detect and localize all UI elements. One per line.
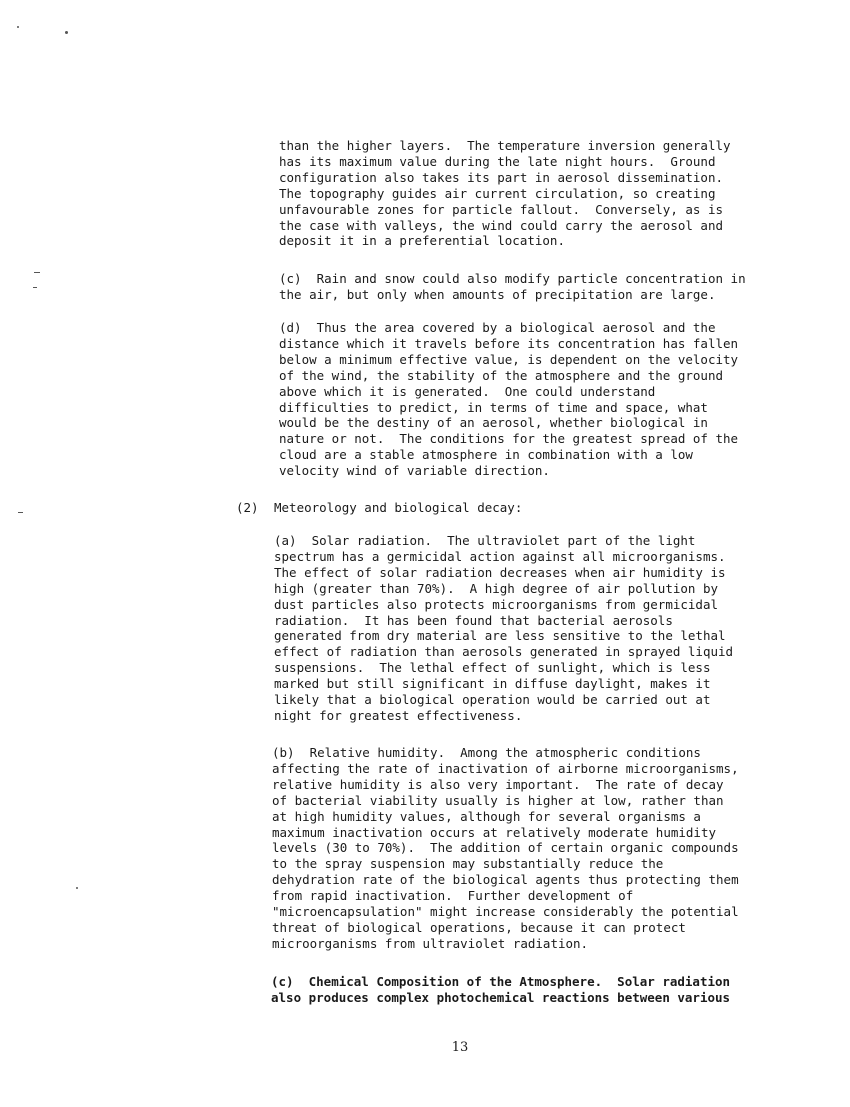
scan-speck [17,26,19,28]
paragraph-relative-humidity: (b) Relative humidity. Among the atmospheric conditions affecting the rate of inactivation of airborne microorganisms, relative humidity is also very important. The rate of decay of bacterial viability usually is higher at low, rather than at high humidity values, although for several organisms a maximum inactivation occurs at relatively moderate humidity levels (30 to 70%). The addition of certain organic compounds to the spray suspension may substantially reduce the dehydration rate of the biological agents thus protecting them from rapid inactivation. Further development of "microencapsulation" might increase considerably the potential threat of biological operations, because it can protect microorganisms from ultraviolet radiation. [272,745,739,951]
paragraph-rain-and-snow: (c) Rain and snow could also modify particle concentration in the air, but only when amounts of precipitation are large. [279,271,746,302]
scan-speck [33,287,37,288]
section-number: (2) [236,500,259,515]
section-heading: Meteorology and biological decay: [274,500,523,515]
scan-speck [34,272,40,273]
paragraph-aerosol-area: (d) Thus the area covered by a biological aerosol and the distance which it travels before its concentration has fallen below a minimum effective value, is dependent on the velocity of the wind, the stability of the atmosphere and the ground above which it is generated. One could understand difficulties to predict, in terms of time and space, what would be the destiny of an aerosol, whether biological in nature or not. The conditions for the greatest spread of the cloud are a stable atmosphere in combination with a low velocity wind of variable direction. [279,320,739,479]
paragraph-solar-radiation: (a) Solar radiation. The ultraviolet part of the light spectrum has a germicidal action against all microorganisms. The effect of solar radiation decreases when air humidity is high (greater than 70%). A high degree of air pollution by dust particles also protects microorganisms from germicidal radiation. It has been found that bacterial aerosols generated from dry material are less sensitive to the lethal effect of radiation than aerosols generated in sprayed liquid suspensions. The lethal effect of sunlight, which is less marked but still significant in diffuse daylight, makes it likely that a biological operation would be carried out at night for greatest effectiveness. [274,533,734,723]
page-number: 13 [451,1040,469,1055]
paragraph-chemical-composition: (c) Chemical Composition of the Atmosphere. Solar radiation also produces complex photochemical reactions between various [271,974,731,1005]
paragraph-temperature-inversion: than the higher layers. The temperature inversion generally has its maximum value during the late night hours. Ground configuration also takes its part in aerosol dissemination. The topography guides air current circulation, so creating unfavourable zones for particle fallout. Conversely, as is the case with valleys, the wind could carry the aerosol and deposit it in a preferential location. [279,138,731,249]
scan-speck [18,512,23,513]
scan-speck [65,31,68,34]
scan-speck [76,887,78,889]
